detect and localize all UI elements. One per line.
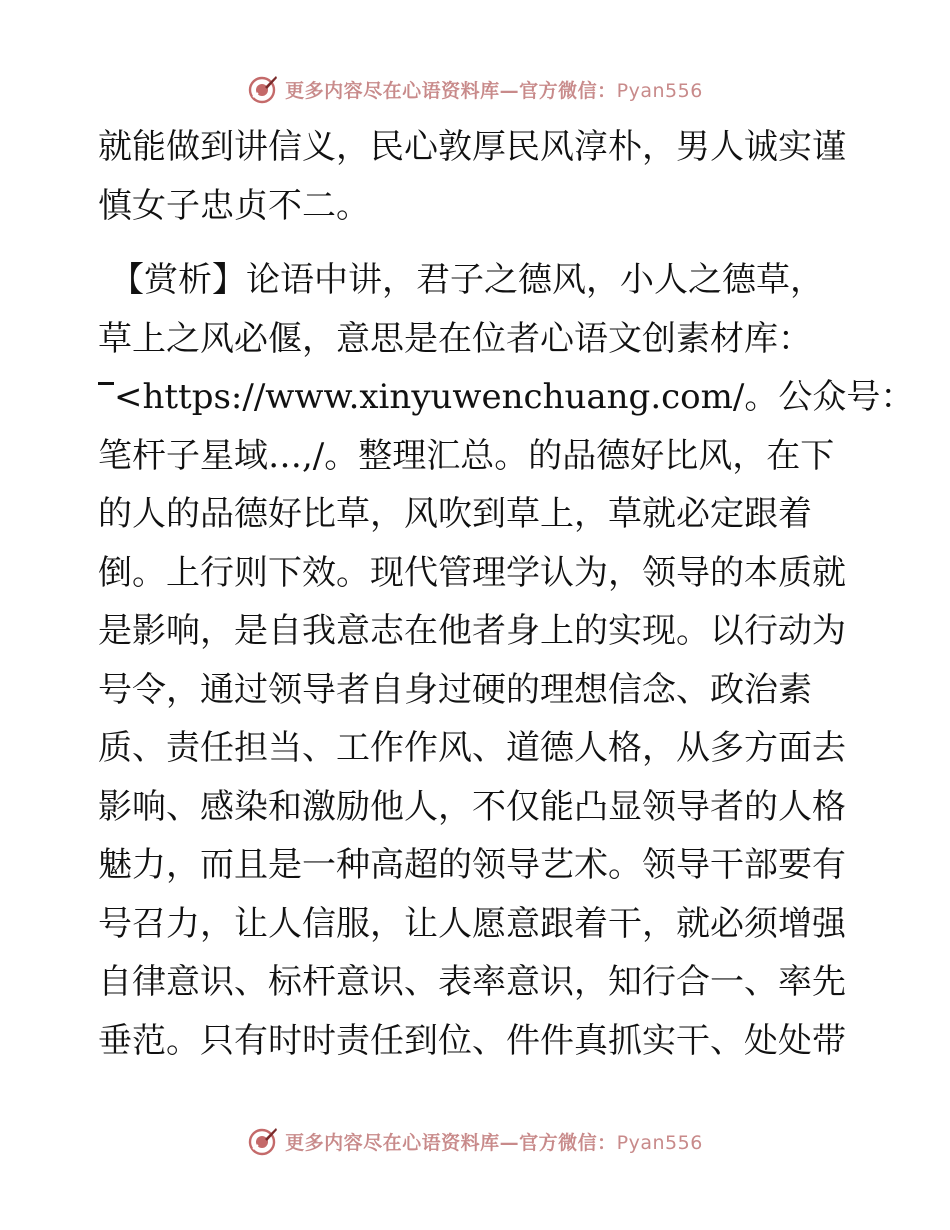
text-line: 是影响，是自我意志在他者身上的实现。以行动为 [98,611,846,651]
text-line: 倒。上行则下效。现代管理学认为，领导的本质就 [98,552,846,593]
text-line: 笔杆子星域…,/。整理汇总。的品德好比风，在下 [98,435,835,476]
text-line: 草上之风必偃，意思是在位者心语文创素材库： [98,318,812,359]
quill-seal-icon [247,1125,279,1157]
text-line [98,368,915,427]
text-line: 魅力，而且是一种高超的领导艺术。领导干部要有 [98,845,846,885]
paragraph [98,118,858,235]
text-line: 影响、感染和激励他人，不仅能凸显领导者的人格 [98,786,846,827]
text-line: 质、责任担当、工作作风、道德人格，从多方面去 [98,728,846,768]
paragraph [98,251,915,1070]
banner-text: 更多内容尽在心语资料库—官方微信：Pyan556 [285,79,703,102]
text-line: 【赏析】论语中讲，君子之德风，小人之德草， [110,260,824,300]
header-banner [0,72,950,106]
url-text: <https://www.xinyuwenchuang.com/。公众号： [114,377,915,417]
text-line: 的人的品德好比草，风吹到草上，草就必定跟着 [98,494,812,534]
text-line: 就能做到讲信义，民心敦厚民风淳朴，男人诚实谨 [98,127,846,167]
text-line: 号令，通过领导者自身过硬的理想信念、政治素 [98,669,812,710]
quill-seal-icon [247,73,279,105]
text-line: 自律意识、标杆意识、表率意识，知行合一、率先 [98,962,846,1002]
footer-banner [0,1124,950,1158]
text-line: 垂范。只有时时责任到位、件件真抓实干、处处带 [98,1020,846,1061]
stray-mark [98,382,114,385]
text-line: 慎女子忠贞不二。 [98,185,370,226]
banner-text: 更多内容尽在心语资料库—官方微信：Pyan556 [285,1131,703,1154]
document-body [98,118,915,1070]
text-line: 号召力，让人信服，让人愿意跟着干，就必须增强 [98,903,846,944]
